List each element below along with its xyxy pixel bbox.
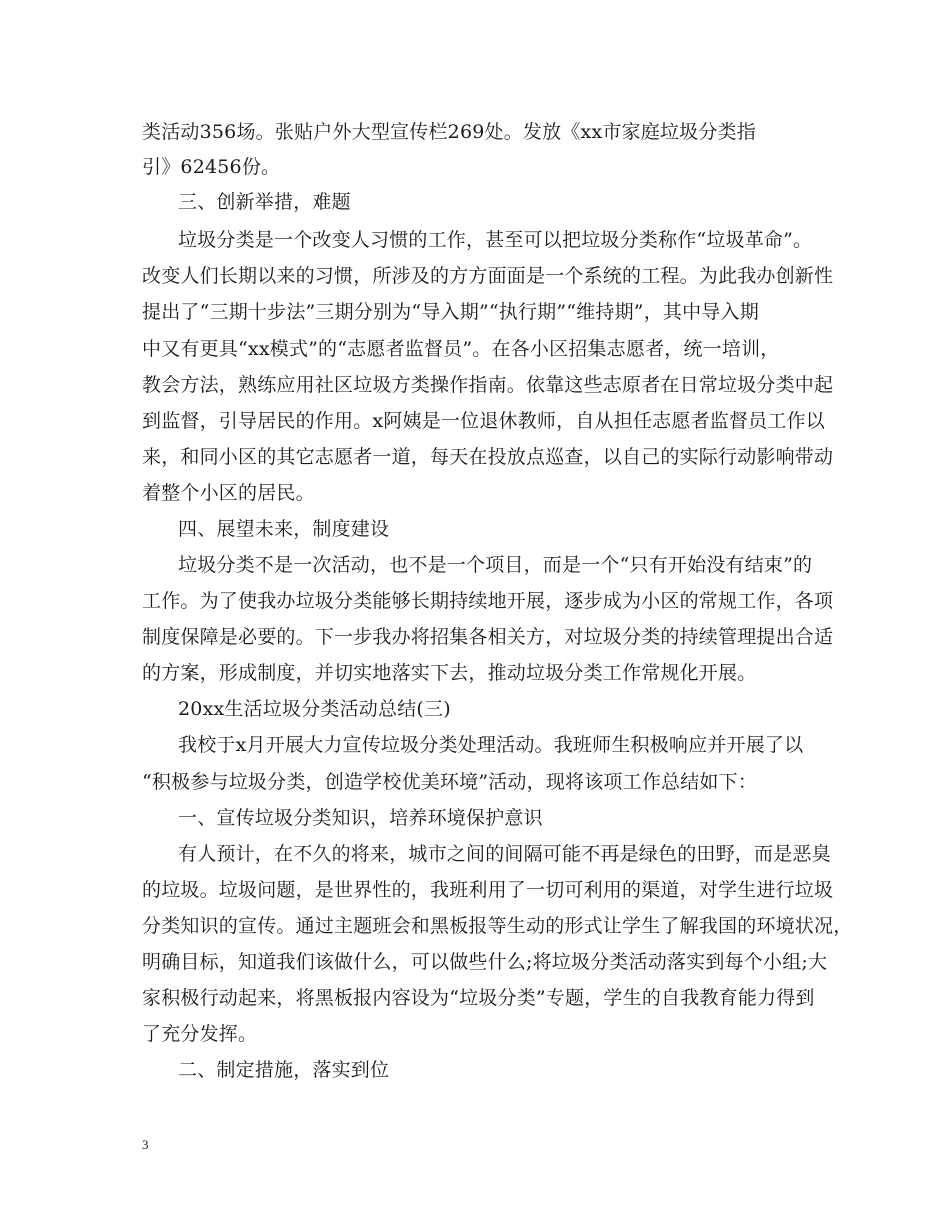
text-line: 的方案，形成制度，并切实地落实下去，推动垃圾分类工作常规化开展。	[142, 662, 757, 684]
text-line: 了充分发挥。	[142, 1023, 258, 1045]
text-line: 分类知识的宣传。通过主题班会和黑板报等生动的形式让学生了解我国的环境状况，	[142, 915, 853, 937]
text-line: 我校于x月开展大力宣传垃圾分类处理活动。我班师生积极响应并开展了以	[178, 734, 804, 756]
section-heading: 三、创新举措，难题	[178, 191, 351, 213]
text-line: 中又有更具“xx模式”的“志愿者监督员”。在各小区招集志愿者，统一培训，	[142, 338, 780, 360]
page-number: 3	[142, 1137, 149, 1152]
text-line: 家积极行动起来，将黑板报内容设为“垃圾分类”专题，学生的自我教育能力得到	[142, 987, 815, 1009]
section-title: 20xx生活垃圾分类活动总结(三)	[178, 698, 451, 720]
text-line: 到监督，引导居民的作用。x阿姨是一位退休教师，自从担任志愿者监督员工作以	[142, 410, 825, 432]
text-line: 教会方法，熟练应用社区垃圾方类操作指南。依靠这些志原者在日常垃圾分类中起	[142, 374, 834, 396]
section-heading: 四、展望未来，制度建设	[178, 518, 390, 540]
text-line: 引》62456份。	[142, 156, 281, 178]
text-line: 来，和同小区的其它志愿者一道，每天在投放点巡查，以自己的实际行动影响带动	[142, 446, 834, 468]
text-line: 垃圾分类不是一次活动，也不是一个项目，而是一个“只有开始没有结束”的	[178, 554, 813, 576]
text-line: 的垃圾。垃圾问题，是世界性的，我班利用了一切可利用的渠道，对学生进行垃圾	[142, 879, 834, 901]
text-line: 改变人们长期以来的习惯，所涉及的方方面面是一个系统的工程。为此我办创新性	[142, 265, 834, 287]
text-line: 着整个小区的居民。	[142, 482, 315, 504]
text-line: 制度保障是必要的。下一步我办将招集各相关方，对垃圾分类的持续管理提出合适	[142, 626, 834, 648]
section-heading: 二、制定措施，落实到位	[178, 1059, 390, 1081]
text-line: 明确目标，知道我们该做什么，可以做些什么;将垃圾分类活动落实到每个小组;大	[142, 951, 828, 973]
text-line: 有人预计，在不久的将来，城市之间的间隔可能不再是绿色的田野，而是恶臭	[178, 843, 831, 865]
text-line: 工作。为了使我办垃圾分类能够长期持续地开展，逐步成为小区的常规工作，各项	[142, 590, 834, 612]
text-line: 类活动356场。张贴户外大型宣传栏269处。发放《xx市家庭垃圾分类指	[142, 121, 756, 143]
section-heading: 一、宣传垃圾分类知识，培养环境保护意识	[178, 807, 543, 829]
text-line: 提出了“三期十步法”三期分别为“导入期”“执行期”“维持期”，其中导入期	[142, 301, 759, 323]
text-line: 垃圾分类是一个改变人习惯的工作，甚至可以把垃圾分类称作“垃圾革命”。	[178, 229, 813, 251]
text-line: “积极参与垃圾分类，创造学校优美环境”活动，现将该项工作总结如下：	[142, 771, 758, 793]
